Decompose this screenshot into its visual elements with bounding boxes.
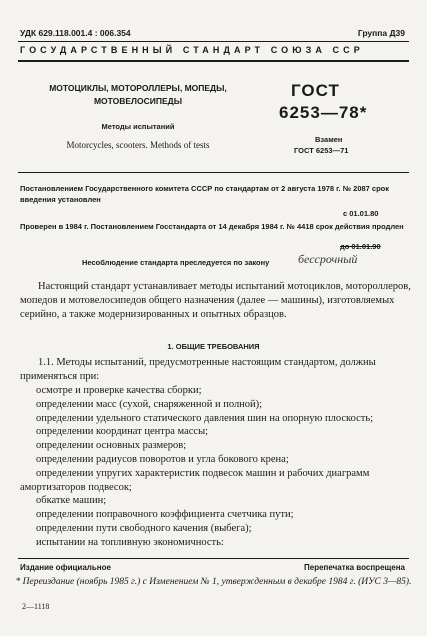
reissue-note: * Переиздание (ноябрь 1985 г.) с Изменением № 1, утвержденным в декабре 1984 г. (ИУС 3—85). [15, 577, 412, 587]
list-item: определении радиусов поворотов и угла бокового крена; [36, 453, 289, 465]
handwritten-note: бессрочный [298, 252, 358, 266]
list-item: определении основных размеров; [36, 440, 187, 452]
list-item: определении масс (сухой, снаряженной и полной); [36, 398, 263, 410]
document-title: МОТОЦИКЛЫ, МОТОРОЛЛЕРЫ, МОПЕДЫ, МОТОВЕЛОСИПЕДЫ [49, 83, 227, 106]
section-title: 1. ОБЩИЕ ТРЕБОВАНИЯ [167, 342, 260, 351]
decree-rule [18, 172, 409, 173]
reprint-notice: Перепечатка воспрещена [304, 563, 405, 572]
list-item: определении координат центра массы; [36, 426, 209, 438]
gost-number: 6253—78* [279, 103, 368, 122]
udk-code: УДК 629.118.001.4 : 006.354 [20, 28, 131, 38]
list-item: определении пути свободного качения (выбега); [36, 522, 252, 534]
footer-rule [18, 558, 409, 559]
list-item: обкатке машин; [36, 495, 107, 507]
effective-date: с 01.01.80 [343, 209, 379, 218]
violation-notice: Несоблюдение стандарта преследуется по закону [82, 258, 270, 267]
list-item: испытании на топливную экономичность: [36, 536, 224, 548]
top-rule [18, 41, 409, 42]
english-title: Motorcycles, scooters. Methods of tests [66, 140, 210, 150]
extended-date: до 01.01.90 [340, 242, 381, 251]
replaced-gost: ГОСТ 6253—71 [294, 146, 349, 155]
test-methods-list [20, 384, 413, 550]
gost-label: ГОСТ [291, 81, 340, 100]
intro-paragraph: Настоящий стандарт устанавливает методы испытаний мотоциклов, мотороллеров, мопедов и мотовелосипедов общего назначения (далее — машины), изготовляемых серийно, а также модернизированных и опытных образцов. [20, 281, 411, 320]
state-standard-banner: ГОСУДАРСТВЕННЫЙ СТАНДАРТ СОЮЗА ССР [20, 45, 364, 55]
paragraph-1-1: 1.1. Методы испытаний, предусмотренные настоящим стандартом, должны применяться при: [20, 357, 376, 382]
list-item: определении упругих характеристик подвесок машин и рабочих диаграмм амортизаторов подвесок; [20, 467, 370, 493]
document-subtitle: Методы испытаний [101, 122, 175, 131]
edition-label: Издание официальное [20, 563, 111, 572]
group-code: Группа Д39 [357, 28, 405, 38]
list-item: определении поправочного коэффициента счетчика пути; [36, 509, 294, 521]
check-text: Проверен в 1984 г. Постановлением Госстандарта от 14 декабря 1984 г. № 4418 срок действия продлен [20, 222, 404, 231]
page-mark: 2—1118 [22, 602, 50, 611]
decree-text: Постановлением Государственного комитета СССР по стандартам от 2 августа 1978 г. № 2087 срок введения установлен [20, 184, 390, 204]
list-item: определении удельного статического давления шин на опорную плоскость; [36, 412, 374, 424]
list-item: осмотре и проверке качества сборки; [36, 385, 202, 396]
banner-rule [18, 60, 409, 62]
replaces-label: Взамен [315, 135, 343, 144]
